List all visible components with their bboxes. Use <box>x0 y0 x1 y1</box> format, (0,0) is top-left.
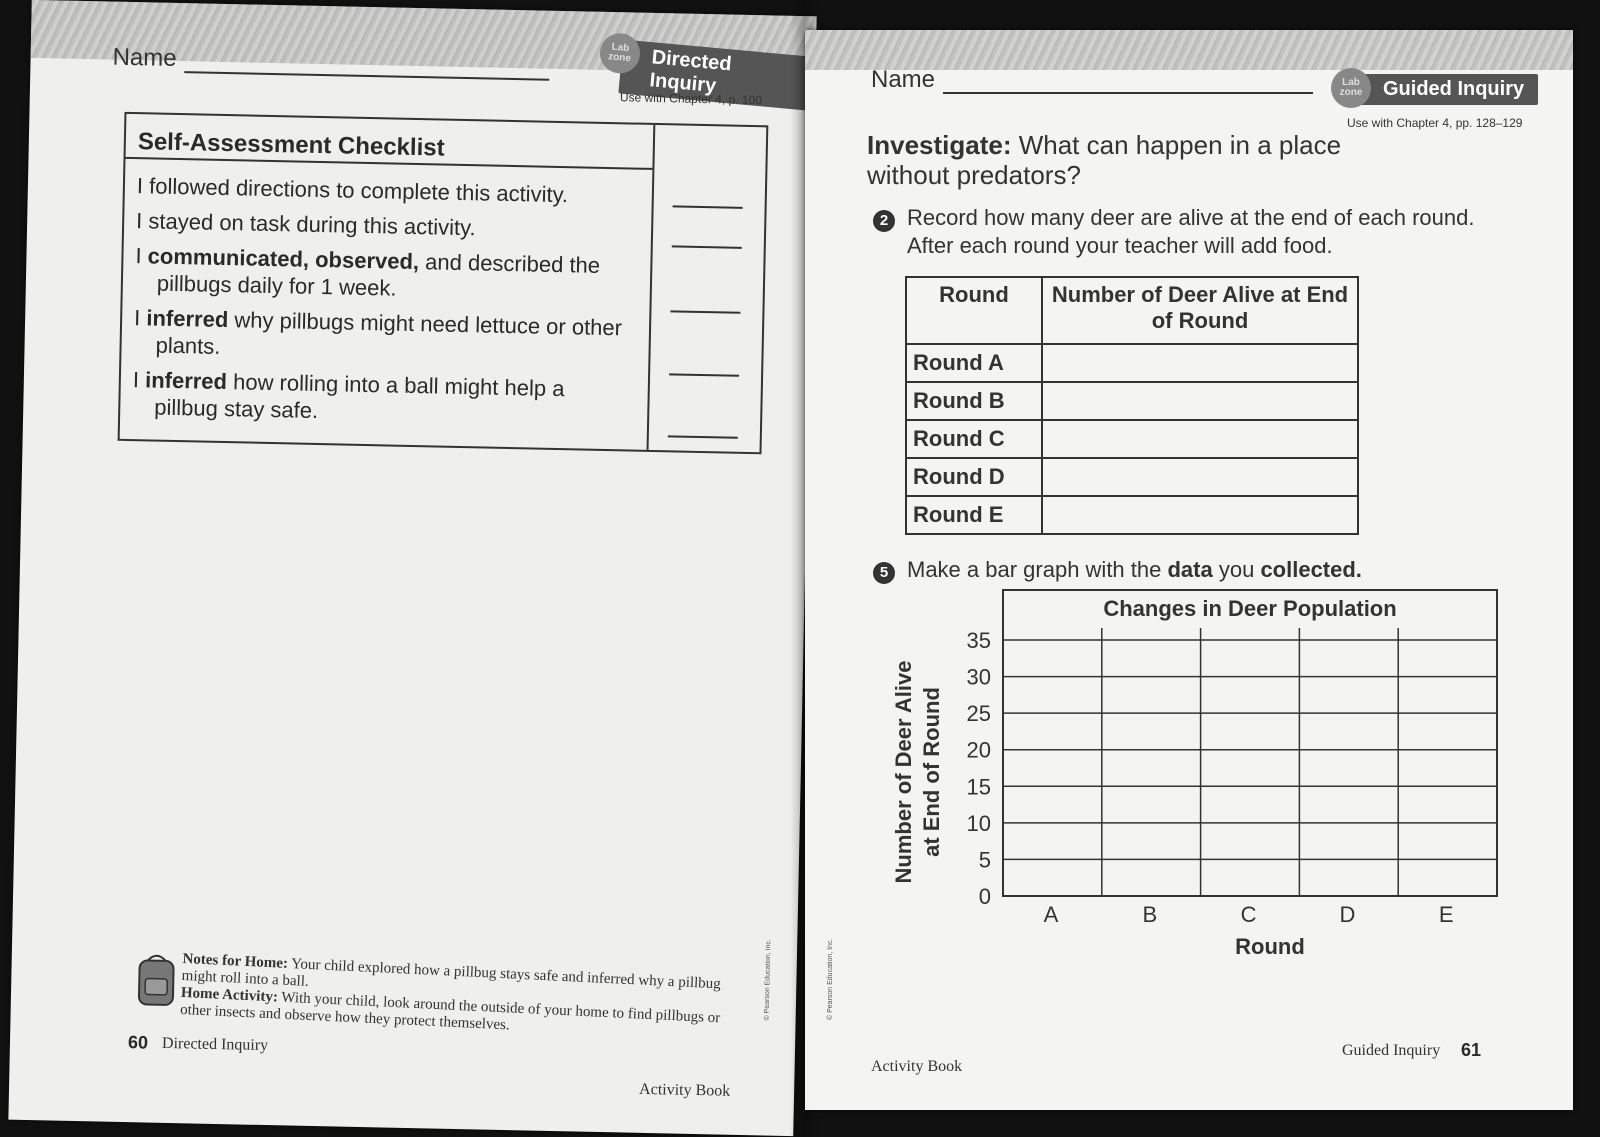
y-tick-label: 35 <box>966 628 991 653</box>
table-row <box>906 458 1358 496</box>
backpack-icon <box>131 950 182 1011</box>
bar-graph-svg[interactable] <box>865 590 1555 959</box>
header-texture <box>805 30 1573 70</box>
lab-zone-icon: Lab zone <box>598 32 641 75</box>
table-row <box>906 382 1358 420</box>
round-label: Round A <box>906 344 1042 382</box>
y-tick-label: 25 <box>966 701 991 727</box>
y-axis-label <box>891 661 944 884</box>
checklist-divider <box>647 125 656 450</box>
x-tick-label: A <box>1043 902 1059 927</box>
tag-label: Guided Inquiry <box>1383 78 1525 100</box>
round-label: Round E <box>906 496 1042 534</box>
x-tick-label: E <box>1438 902 1454 927</box>
deer-count-cell[interactable] <box>1042 496 1358 534</box>
activity-book-label: Activity Book <box>638 1080 731 1100</box>
use-with-note: Use with Chapter 4, pp. 128–129 <box>1347 116 1523 130</box>
round-label: Round B <box>906 382 1042 420</box>
chart-title: Changes in Deer Population <box>1103 596 1397 621</box>
y-tick-label: 5 <box>978 847 991 873</box>
checklist-item: I inferred why pillbugs might need lettuce or other plants. <box>133 305 623 359</box>
checklist-items <box>132 172 637 438</box>
footer-section-label: Guided Inquiry <box>1342 1042 1441 1059</box>
table-header-deer-alive: Number of Deer Alive at End of Round <box>1042 277 1358 344</box>
name-line <box>184 69 549 81</box>
checklist-title: Self-Assessment Checklist <box>126 114 654 170</box>
checkbox-blank[interactable] <box>670 310 740 313</box>
y-tick-label: 15 <box>966 774 991 800</box>
deer-count-cell[interactable] <box>1042 382 1358 420</box>
checkbox-blank[interactable] <box>673 205 743 208</box>
x-tick-label: C <box>1240 902 1257 927</box>
table-header-round: Round <box>906 277 1042 344</box>
table-row <box>906 344 1358 382</box>
y-tick-label: 20 <box>966 737 991 763</box>
footer-section-label: Directed Inquiry <box>161 1034 269 1055</box>
deer-count-cell[interactable] <box>1042 344 1358 382</box>
checklist-item: I communicated, observed, and described the pillbugs daily for 1 week. <box>135 243 601 301</box>
x-tick-label: B <box>1142 902 1158 927</box>
copyright-note: © Pearson Education, Inc. <box>827 938 834 1020</box>
investigate-question: Investigate: What can happen in a place without predators? <box>867 130 1342 190</box>
y-axis-label-line: Number of Deer Alive <box>891 660 916 884</box>
y-tick-label: 10 <box>966 810 991 836</box>
lab-zone-icon: Lab zone <box>1331 68 1371 108</box>
page-number: 60 <box>127 1032 149 1053</box>
round-label: Round C <box>906 420 1042 458</box>
copyright-note: © Pearson Education, Inc. <box>763 939 773 1021</box>
checklist-item: I inferred how rolling into a ball might help a pillbug stay safe. <box>132 367 565 423</box>
use-with-note: Use with Chapter 4, p. 100 <box>619 90 763 108</box>
checklist-item: I stayed on task during this activity. <box>135 208 476 241</box>
table-row <box>906 420 1358 458</box>
tag-label: Directed Inquiry <box>648 46 733 98</box>
activity-book-label: Activity Book <box>871 1058 963 1075</box>
checkbox-blank[interactable] <box>669 373 739 376</box>
checkbox-blank[interactable] <box>668 435 738 438</box>
left-page <box>8 0 816 1136</box>
x-tick-label: D <box>1339 902 1356 927</box>
deer-count-table <box>905 276 1359 535</box>
x-axis-label: Round <box>1235 934 1305 959</box>
notes-for-home: Notes for Home: Your child explored how a pillbug stays safe and inferred why a pillbug might roll into a ball. Home Activity: With your child, look around the outside of your home to find pillbugs or other insects and observe how they protect themselves. <box>179 950 722 1034</box>
name-label: Name <box>112 43 177 72</box>
name-line <box>943 90 1313 94</box>
guided-inquiry-tag <box>1339 74 1538 105</box>
deer-count-cell[interactable] <box>1042 458 1358 496</box>
name-row <box>871 66 1313 94</box>
page-number: 61 <box>1461 1040 1482 1060</box>
checklist-item: I followed directions to complete this activity. <box>136 173 569 208</box>
chart-frame <box>1003 590 1497 896</box>
table-row <box>906 496 1358 534</box>
y-axis-label-line: at End of Round <box>919 687 944 857</box>
self-assessment-checklist <box>118 112 769 454</box>
deer-count-cell[interactable] <box>1042 420 1358 458</box>
step-2-instructions: Record how many deer are alive at the end of each round. After each round your teacher will add food. <box>907 205 1475 258</box>
y-tick-label: 0 <box>978 884 991 909</box>
step-number-badge: 2 <box>873 210 895 232</box>
name-label: Name <box>871 66 936 93</box>
right-page <box>805 30 1573 1110</box>
y-tick-label: 30 <box>966 664 991 690</box>
checkbox-blank[interactable] <box>672 245 742 248</box>
round-label: Round D <box>906 458 1042 496</box>
step-number-badge: 5 <box>873 562 895 584</box>
deer-population-chart <box>865 590 1555 959</box>
step-5-instructions: Make a bar graph with the data you collected. <box>907 557 1362 582</box>
